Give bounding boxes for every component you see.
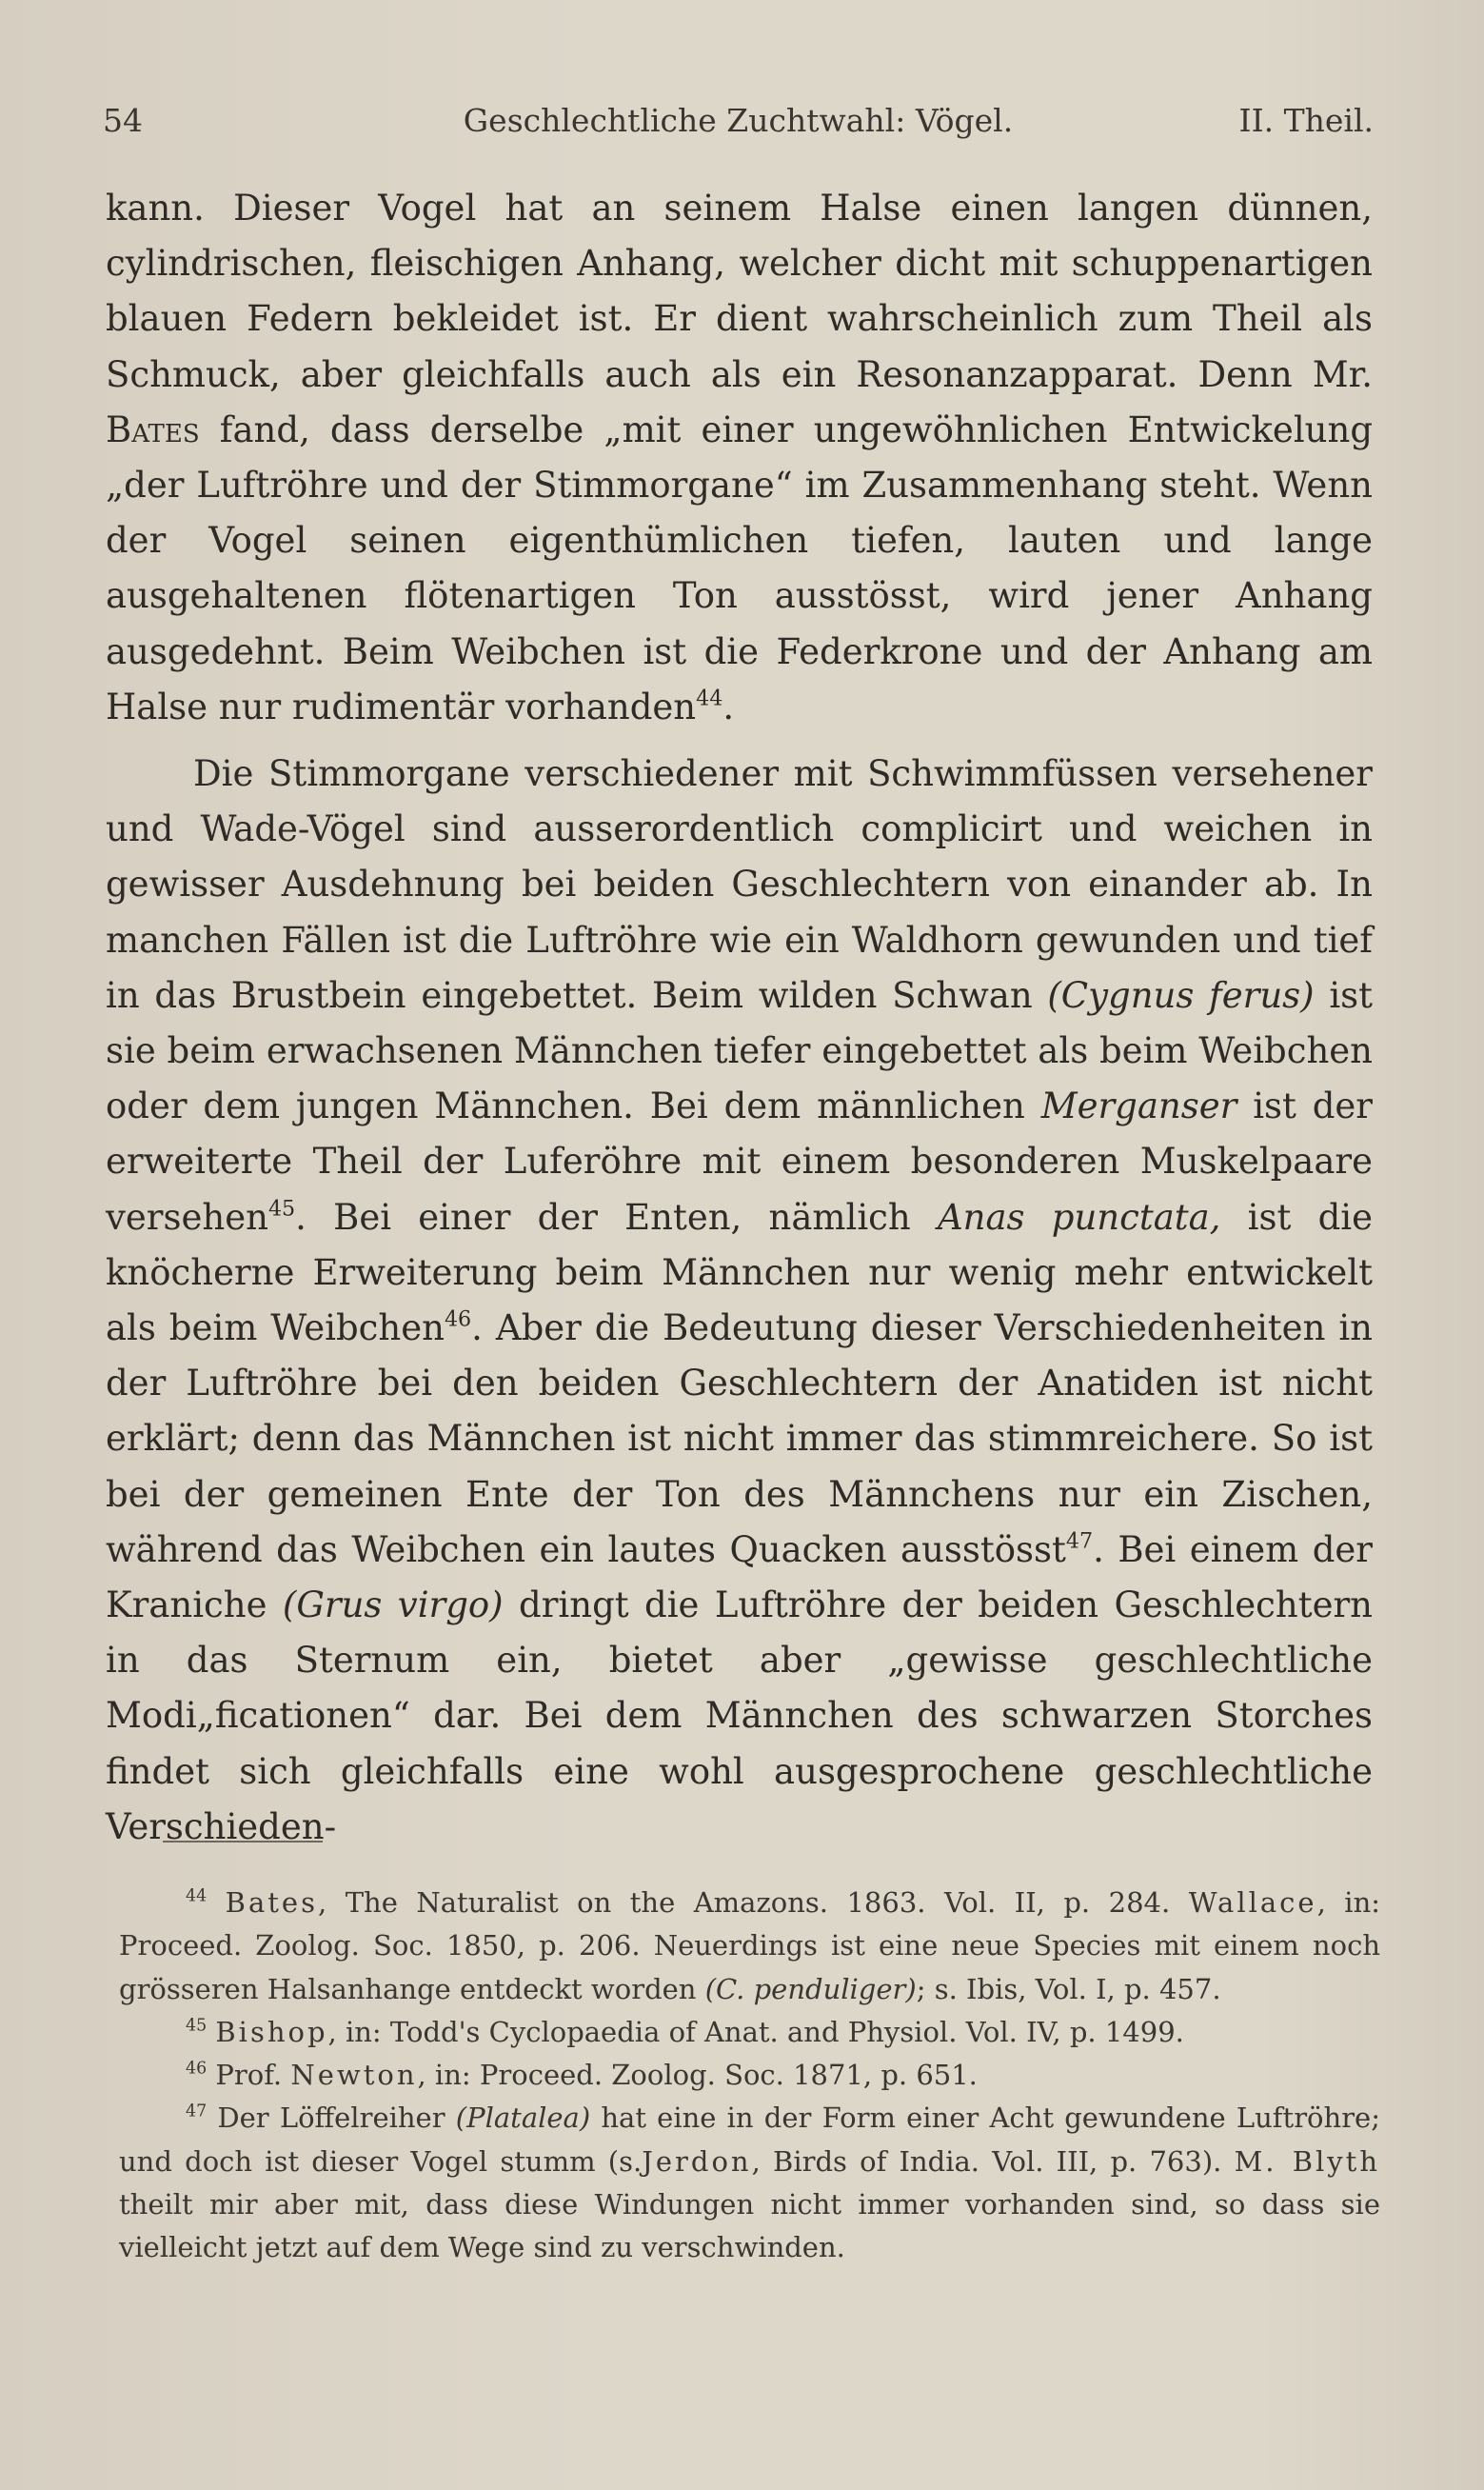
text-run: Prof. — [215, 2059, 283, 2092]
footnote-ref-47: 47 — [1065, 1528, 1094, 1554]
text-run: ; s. Ibis, Vol. I, p. 457. — [916, 1972, 1221, 2005]
author-name: Bates — [225, 1886, 318, 1919]
text-run: , in: Todd's Cyclopaedia of Anat. and Physiol. Vol. IV, p. 1499. — [327, 2015, 1184, 2048]
text-run: theilt mir aber mit, dass diese Windungen nicht immer vorhanden sind, so dass sie vielleicht jetzt auf dem Wege sind zu verschwinden. — [119, 2188, 1380, 2264]
species-name: Anas punctata, — [937, 1196, 1221, 1238]
text-run: . Aber die Bedeutung dieser Verschiedenheiten in der Luftröhre bei den beiden Geschlechtern der Anatiden ist nicht erklärt; denn das Männchen ist nicht immer das stimmreichere. So ist bei der gemeinen Ente der Ton des Männchens nur ein Zischen, während das Weibchen ein lautes Quacken ausstösst — [106, 1307, 1373, 1570]
author-name: M. Blyth — [1234, 2144, 1381, 2178]
footnote-number: 45 — [186, 2016, 208, 2036]
text-run: Die Stimmorgane verschiedener mit Schwimmfüssen versehener und Wade-Vögel sind ausserordentlich complicirt und weichen in gewisser Ausdehnung bei beiden Geschlechtern von einander ab. In manchen Fällen ist die Luftröhre wie ein Waldhorn gewunden und tief in das Brustbein eingebettet. Beim wilden Schwan — [106, 753, 1373, 1016]
footnote-divider — [163, 1841, 323, 1843]
text-run: Der Löffelreiher — [217, 2102, 445, 2135]
text-run: . Bei einer der Enten, nämlich — [295, 1196, 911, 1238]
author-name: Wallace — [1188, 1886, 1317, 1919]
footnote-ref-45: 45 — [267, 1196, 296, 1222]
footnote-number: 46 — [186, 2059, 208, 2079]
species-name: (Platalea) — [455, 2102, 591, 2135]
text-run: , in: Proceed. Zoolog. Soc. 1871, p. 651. — [417, 2059, 978, 2092]
author-name: Newton — [290, 2059, 418, 2092]
text-run: kann. Dieser Vogel hat an seinem Halse einen langen dünnen, cylindrischen, fleischigen Anhang, welcher dicht mit schuppenartigen blauen Federn bekleidet ist. Er dient wahrscheinlich zum Theil als Schmuck, aber gleichfalls auch als ein Resonanzapparat. Denn Mr. — [106, 188, 1373, 395]
running-header — [103, 97, 1374, 145]
footnote-45 — [119, 2011, 1380, 2054]
species-name: (Grus virgo) — [282, 1584, 504, 1626]
footnote-number: 47 — [186, 2102, 208, 2122]
footnote-47 — [119, 2097, 1380, 2269]
author-name: Jerdon — [642, 2144, 752, 2178]
text-run: ist sie beim erwachsenen Männchen tiefer eingebettet als beim Weibchen oder dem jungen Männchen. Bei dem männlichen — [106, 974, 1374, 1127]
paragraph-2 — [106, 747, 1373, 1855]
footnote-ref-44: 44 — [696, 686, 723, 711]
paragraph-1 — [106, 181, 1373, 735]
main-text — [106, 181, 1373, 1855]
author-name: Bates — [106, 408, 200, 450]
text-run: , Birds of India. Vol. III, p. 763). — [751, 2144, 1222, 2178]
species-name: Merganser — [1040, 1086, 1237, 1127]
text-run: fand, dass derselbe „mit einer ungewöhnlichen Entwickelung „der Luftröhre und der Stimmorgane“ im Zusammenhang steht. Wenn der Vogel seinen eigenthümlichen tiefen, lauten und lange ausgehaltenen flötenartigen Ton ausstösst, wird jener Anhang ausgedehnt. Beim Weibchen ist die Federkrone und der Anhang am Halse nur rudimentär vorhanden — [106, 408, 1374, 727]
text-run: ist die knöcherne Erweiterung beim Männchen nur wenig mehr entwickelt als beim Weibchen — [106, 1196, 1373, 1349]
text-run: . — [722, 686, 735, 727]
text-run: hat eine in der Form einer Acht gewundene Luftröhre; und doch ist dieser Vogel stumm (s. — [119, 2102, 1380, 2178]
text-run: dringt die Luftröhre der beiden Geschlechtern in das Sternum ein, bietet aber „gewisse geschlechtliche Modi„ficationen“ dar. Bei dem Männchen des schwarzen Storches findet sich gleichfalls eine wohl ausgesprochene geschlechtliche Verschieden- — [106, 1584, 1374, 1847]
text-run: , in: Proceed. Zoolog. Soc. 1850, p. 206. Neuerdings ist eine neue Species mit einem noch grösseren Halsanhange entdeckt worden — [119, 1886, 1381, 2005]
footnotes — [119, 1882, 1380, 2270]
author-name: Bishop — [215, 2015, 328, 2048]
footnote-ref-46: 46 — [444, 1306, 472, 1332]
text-run: . Bei einem der Kraniche — [106, 1528, 1373, 1626]
species-name: (C. penduliger) — [704, 1972, 917, 2005]
text-run: , The Naturalist on the Amazons. 1863. Vol. II, p. 284. — [317, 1886, 1171, 1919]
text-run: ist der erweiterte Theil der Luferöhre mit einem besonderen Muskelpaare versehen — [106, 1086, 1373, 1238]
running-title: Geschlechtliche Zuchtwahl: Vögel. — [463, 102, 1014, 139]
page-number: 54 — [103, 102, 143, 139]
part-label: II. Theil. — [1238, 102, 1374, 139]
footnote-46 — [119, 2054, 1380, 2097]
footnote-44 — [119, 1882, 1380, 2011]
species-name: (Cygnus ferus) — [1047, 974, 1315, 1016]
footnote-number: 44 — [186, 1886, 208, 1906]
